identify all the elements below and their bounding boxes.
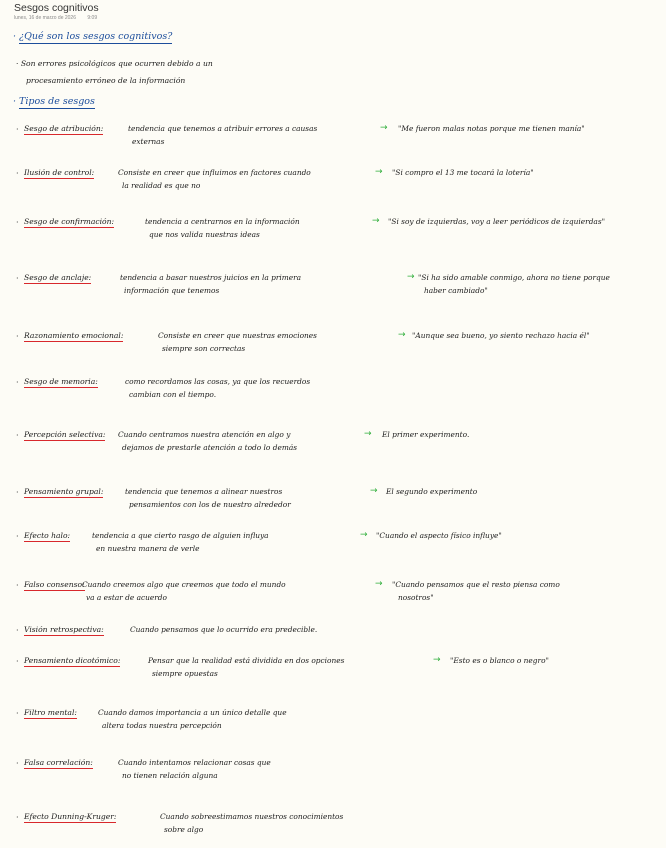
bias-term: Filtro mental: [24,708,77,717]
bias-term: Visión retrospectiva: [24,625,104,634]
bias-definition-line2: no tienen relación alguna [122,771,218,780]
bias-example: "Aunque sea bueno, yo siento rechazo hacia él" [412,331,590,340]
example-arrow-icon: → [375,579,383,589]
bias-example: "Esto es o blanco o negro" [450,656,549,665]
bias-definition-line2: dejamos de prestarle atención a todo lo demás [122,443,298,452]
bias-definition-line2: siempre opuestas [152,669,218,678]
bias-bullet: · [16,759,19,768]
bias-definition-line2: que nos valida nuestras ideas [149,230,260,239]
bias-definition-line1: Cuando sobreestimamos nuestros conocimientos [160,812,344,821]
bias-definition-line1: tendencia a centrarnos en la información [145,217,300,226]
intro-question-text: ¿Qué son los sesgos cognitivos? [19,31,173,42]
page-time: 9:09 [87,15,98,21]
bias-bullet: · [16,431,19,440]
page-header [14,2,99,21]
bias-term: Ilusión de control: [24,168,95,177]
bias-bullet: · [16,532,19,541]
bias-term: Falsa correlación: [24,758,93,767]
bias-bullet: · [16,813,19,822]
example-arrow-icon: → [360,530,368,540]
bias-definition-line2: altera todas nuestra percepción [102,721,222,730]
bias-example-line2: nosotros" [398,593,434,602]
bias-example: El segundo experimento [386,487,478,496]
bias-definition-line1: Cuando damos importancia a un único detalle que [98,708,287,717]
example-arrow-icon: → [407,272,415,282]
bias-definition-line1: Cuando intentamos relacionar cosas que [118,758,271,767]
bias-term: Pensamiento dicotómico: [24,656,121,665]
page-title[interactable]: Sesgos cognitivos [14,2,99,14]
example-arrow-icon: → [364,429,372,439]
page-datetime [14,15,99,21]
bias-definition-line2: información que tenemos [124,286,220,295]
bias-example-line2: haber cambiado" [424,286,488,295]
intro-question [13,31,172,42]
bias-definition-line1: tendencia que tenemos a alinear nuestros [125,487,283,496]
bias-term: Efecto Dunning-Kruger: [24,812,117,821]
bias-definition-line1: Cuando centramos nuestra atención en algo y [118,430,291,439]
intro-answer-line1 [16,59,213,68]
bias-example: "Si compro el 13 me tocará la lotería" [392,168,534,177]
bias-bullet: · [16,218,19,227]
bias-definition-line2: sobre algo [164,825,204,834]
intro-answer-text: Son errores psicológicos que ocurren debido a un [20,59,213,68]
types-heading-text: Tipos de sesgos [19,96,95,107]
bias-bullet: · [16,332,19,341]
bias-definition-line2: externas [132,137,165,146]
bias-definition-line2: en nuestra manera de verle [96,544,200,553]
intro-answer-line2: procesamiento erróneo de la información [26,76,186,85]
bias-definition-line2: cambian con el tiempo. [129,390,217,399]
bias-term: Pensamiento grupal: [24,487,104,496]
bias-term: Sesgo de memoria: [24,377,98,386]
bias-term: Sesgo de confirmación: [24,217,115,226]
bias-bullet: · [16,488,19,497]
bias-example: "Cuando el aspecto físico influye" [376,531,502,540]
bias-bullet: · [16,626,19,635]
bias-example: "Si soy de izquierdas, voy a leer periódicos de izquierdas" [388,217,606,226]
bias-example: "Cuando pensamos que el resto piensa como [392,580,560,589]
bias-example: "Me fueron malas notas porque me tienen manía" [398,124,585,133]
page-date: lunes, 16 de marzo de 2026 [14,15,76,21]
bias-definition-line1: Pensar que la realidad está dividida en dos opciones [148,656,345,665]
bias-definition-line1: Consiste en creer que influimos en factores cuando [118,168,311,177]
bias-definition-line2: la realidad es que no [122,181,201,190]
bias-definition-line1: Cuando creemos algo que creemos que todo el mundo [82,580,286,589]
intro-answer-bullet: · [16,59,21,68]
example-arrow-icon: → [380,123,388,133]
bias-bullet: · [16,169,19,178]
bias-term: Efecto halo: [24,531,71,540]
example-arrow-icon: → [372,216,380,226]
bias-definition-line1: tendencia a basar nuestros juicios en la primera [120,273,302,282]
bias-term: Razonamiento emocional: [24,331,124,340]
bias-definition-line2: va a estar de acuerdo [86,593,167,602]
bias-example: "Si ha sido amable conmigo, ahora no tiene porque [418,273,610,282]
bias-bullet: · [16,581,19,590]
bias-bullet: · [16,378,19,387]
bias-term: Falso consenso: [24,580,85,589]
example-arrow-icon: → [375,167,383,177]
bias-example: El primer experimento. [382,430,470,439]
bias-bullet: · [16,274,19,283]
types-heading-bullet: · [13,96,20,107]
bias-definition-line1: tendencia a que cierto rasgo de alguien influya [92,531,269,540]
bias-term: Sesgo de atribución: [24,124,104,133]
bias-definition-line2: siempre son correctas [162,344,246,353]
bias-term: Sesgo de anclaje: [24,273,92,282]
bias-definition-line1: Cuando pensamos que lo ocurrido era predecible. [130,625,318,634]
bias-term: Percepción selectiva: [24,430,106,439]
bias-bullet: · [16,657,19,666]
types-heading [13,96,95,107]
bias-definition-line2: pensamientos con los de nuestro alrededor [129,500,291,509]
example-arrow-icon: → [433,655,441,665]
bias-definition-line1: Consiste en creer que nuestras emociones [158,331,317,340]
bias-bullet: · [16,125,19,134]
bias-bullet: · [16,709,19,718]
example-arrow-icon: → [398,330,406,340]
example-arrow-icon: → [370,486,378,496]
intro-question-bullet: · [13,31,20,42]
bias-definition-line1: tendencia que tenemos a atribuir errores a causas [128,124,318,133]
bias-definition-line1: como recordamos las cosas, ya que los recuerdos [125,377,311,386]
